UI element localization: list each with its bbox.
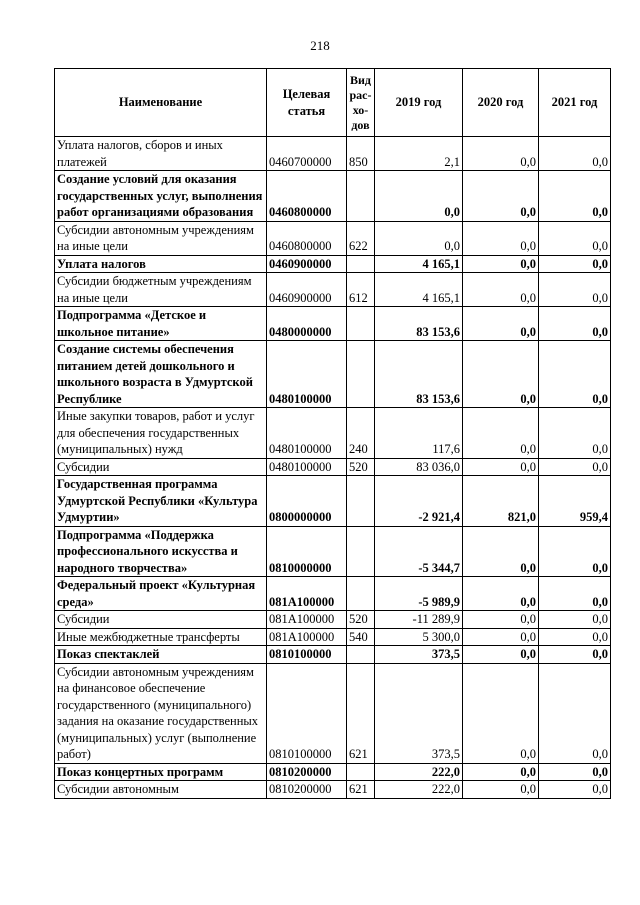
- row-name: Субсидии автономным: [55, 781, 267, 799]
- row-value-2019: 222,0: [375, 781, 463, 799]
- row-target-article: 0460900000: [267, 255, 347, 273]
- row-value-2021: 0,0: [539, 341, 611, 408]
- table-row: [55, 137, 611, 171]
- row-value-2020: 0,0: [463, 408, 539, 459]
- row-value-2020: 821,0: [463, 476, 539, 527]
- row-name: Субсидии: [55, 611, 267, 629]
- row-value-2020: 0,0: [463, 526, 539, 577]
- row-name: Создание системы обеспечения питанием детей дошкольного и школьного возраста в Удмуртской Республике: [55, 341, 267, 408]
- row-target-article: 0810200000: [267, 781, 347, 799]
- table-row: [55, 273, 611, 307]
- row-name: Субсидии автономным учреждениям на иные цели: [55, 221, 267, 255]
- row-value-2019: -5 344,7: [375, 526, 463, 577]
- row-expense-type: 850: [347, 137, 375, 171]
- row-value-2021: 0,0: [539, 273, 611, 307]
- row-name: Субсидии автономным учреждениям на финансовое обеспечение государственного (муниципального) задания на оказание государственных (муниципальных) услуг (выполнение работ): [55, 663, 267, 763]
- row-value-2019: 2,1: [375, 137, 463, 171]
- row-value-2019: 4 165,1: [375, 255, 463, 273]
- row-expense-type: [347, 307, 375, 341]
- table-row: [55, 646, 611, 664]
- row-target-article: 0480000000: [267, 307, 347, 341]
- row-target-article: 0810200000: [267, 763, 347, 781]
- row-value-2019: 4 165,1: [375, 273, 463, 307]
- row-value-2020: 0,0: [463, 663, 539, 763]
- row-target-article: 081A100000: [267, 577, 347, 611]
- row-name: Показ концертных программ: [55, 763, 267, 781]
- row-target-article: 0480100000: [267, 458, 347, 476]
- row-target-article: 081A100000: [267, 611, 347, 629]
- row-expense-type: 520: [347, 611, 375, 629]
- table-row: [55, 611, 611, 629]
- row-value-2019: -11 289,9: [375, 611, 463, 629]
- row-value-2021: 0,0: [539, 646, 611, 664]
- page-number: 218: [310, 38, 330, 53]
- row-value-2021: 0,0: [539, 307, 611, 341]
- row-target-article: 0810100000: [267, 646, 347, 664]
- row-value-2021: 0,0: [539, 663, 611, 763]
- row-value-2019: 222,0: [375, 763, 463, 781]
- row-name: Уплата налогов, сборов и иных платежей: [55, 137, 267, 171]
- row-value-2021: 0,0: [539, 408, 611, 459]
- row-value-2020: 0,0: [463, 137, 539, 171]
- row-expense-type: 240: [347, 408, 375, 459]
- row-expense-type: 621: [347, 781, 375, 799]
- row-name: Федеральный проект «Культурная среда»: [55, 577, 267, 611]
- header-expense-type: Вид рас-хо-дов: [347, 69, 375, 137]
- row-value-2019: 0,0: [375, 221, 463, 255]
- row-value-2021: 0,0: [539, 781, 611, 799]
- row-value-2019: 83 036,0: [375, 458, 463, 476]
- table-row: [55, 663, 611, 763]
- row-value-2021: 0,0: [539, 137, 611, 171]
- row-target-article: 0460900000: [267, 273, 347, 307]
- row-value-2020: 0,0: [463, 763, 539, 781]
- row-expense-type: [347, 255, 375, 273]
- row-value-2021: 0,0: [539, 611, 611, 629]
- row-expense-type: [347, 171, 375, 222]
- row-target-article: 0480100000: [267, 341, 347, 408]
- row-name: Иные межбюджетные трансферты: [55, 628, 267, 646]
- table-body: [55, 137, 611, 799]
- table-row: [55, 476, 611, 527]
- header-2019: 2019 год: [375, 69, 463, 137]
- row-value-2021: 0,0: [539, 763, 611, 781]
- row-value-2020: 0,0: [463, 646, 539, 664]
- row-value-2021: 0,0: [539, 255, 611, 273]
- row-value-2019: 373,5: [375, 663, 463, 763]
- table-row: [55, 408, 611, 459]
- row-value-2021: 959,4: [539, 476, 611, 527]
- table-row: [55, 171, 611, 222]
- row-target-article: 0460700000: [267, 137, 347, 171]
- row-expense-type: 520: [347, 458, 375, 476]
- row-value-2019: 83 153,6: [375, 341, 463, 408]
- row-value-2021: 0,0: [539, 458, 611, 476]
- row-name: Государственная программа Удмуртской Республики «Культура Удмуртии»: [55, 476, 267, 527]
- header-2020: 2020 год: [463, 69, 539, 137]
- row-expense-type: [347, 341, 375, 408]
- table-row: [55, 307, 611, 341]
- row-target-article: 0810100000: [267, 663, 347, 763]
- row-value-2020: 0,0: [463, 611, 539, 629]
- row-value-2021: 0,0: [539, 221, 611, 255]
- row-expense-type: [347, 577, 375, 611]
- header-name: Наименование: [55, 69, 267, 137]
- table-row: [55, 255, 611, 273]
- row-target-article: 0810000000: [267, 526, 347, 577]
- row-value-2021: 0,0: [539, 628, 611, 646]
- row-value-2019: 0,0: [375, 171, 463, 222]
- row-value-2021: 0,0: [539, 577, 611, 611]
- row-value-2020: 0,0: [463, 221, 539, 255]
- table-row: [55, 763, 611, 781]
- row-target-article: 0460800000: [267, 171, 347, 222]
- row-value-2019: 117,6: [375, 408, 463, 459]
- table-row: [55, 577, 611, 611]
- row-expense-type: [347, 646, 375, 664]
- row-value-2020: 0,0: [463, 307, 539, 341]
- row-expense-type: [347, 763, 375, 781]
- row-name: Подпрограмма «Поддержка профессионального искусства и народного творчества»: [55, 526, 267, 577]
- table-row: [55, 341, 611, 408]
- row-value-2020: 0,0: [463, 628, 539, 646]
- row-name: Показ спектаклей: [55, 646, 267, 664]
- row-expense-type: [347, 526, 375, 577]
- row-name: Субсидии: [55, 458, 267, 476]
- row-target-article: 0460800000: [267, 221, 347, 255]
- row-value-2020: 0,0: [463, 341, 539, 408]
- row-expense-type: [347, 476, 375, 527]
- row-target-article: 081A100000: [267, 628, 347, 646]
- budget-table: [54, 68, 611, 799]
- row-name: Уплата налогов: [55, 255, 267, 273]
- header-row: [55, 69, 611, 137]
- table-row: [55, 628, 611, 646]
- row-value-2020: 0,0: [463, 577, 539, 611]
- row-value-2020: 0,0: [463, 255, 539, 273]
- row-value-2020: 0,0: [463, 273, 539, 307]
- row-name: Создание условий для оказания государственных услуг, выполнения работ организациями образования: [55, 171, 267, 222]
- row-value-2019: 5 300,0: [375, 628, 463, 646]
- row-value-2019: -2 921,4: [375, 476, 463, 527]
- table-row: [55, 781, 611, 799]
- row-value-2021: 0,0: [539, 171, 611, 222]
- row-expense-type: 612: [347, 273, 375, 307]
- row-value-2019: 83 153,6: [375, 307, 463, 341]
- row-value-2020: 0,0: [463, 781, 539, 799]
- row-value-2020: 0,0: [463, 171, 539, 222]
- row-value-2019: -5 989,9: [375, 577, 463, 611]
- table-row: [55, 458, 611, 476]
- table-row: [55, 526, 611, 577]
- header-2021: 2021 год: [539, 69, 611, 137]
- row-target-article: 0800000000: [267, 476, 347, 527]
- row-target-article: 0480100000: [267, 408, 347, 459]
- row-expense-type: 621: [347, 663, 375, 763]
- row-name: Иные закупки товаров, работ и услуг для обеспечения государственных (муниципальных) нужд: [55, 408, 267, 459]
- row-expense-type: 622: [347, 221, 375, 255]
- row-value-2020: 0,0: [463, 458, 539, 476]
- header-target-article: Целевая статья: [267, 69, 347, 137]
- row-value-2021: 0,0: [539, 526, 611, 577]
- table-row: [55, 221, 611, 255]
- row-expense-type: 540: [347, 628, 375, 646]
- row-name: Подпрограмма «Детское и школьное питание»: [55, 307, 267, 341]
- row-value-2019: 373,5: [375, 646, 463, 664]
- row-name: Субсидии бюджетным учреждениям на иные цели: [55, 273, 267, 307]
